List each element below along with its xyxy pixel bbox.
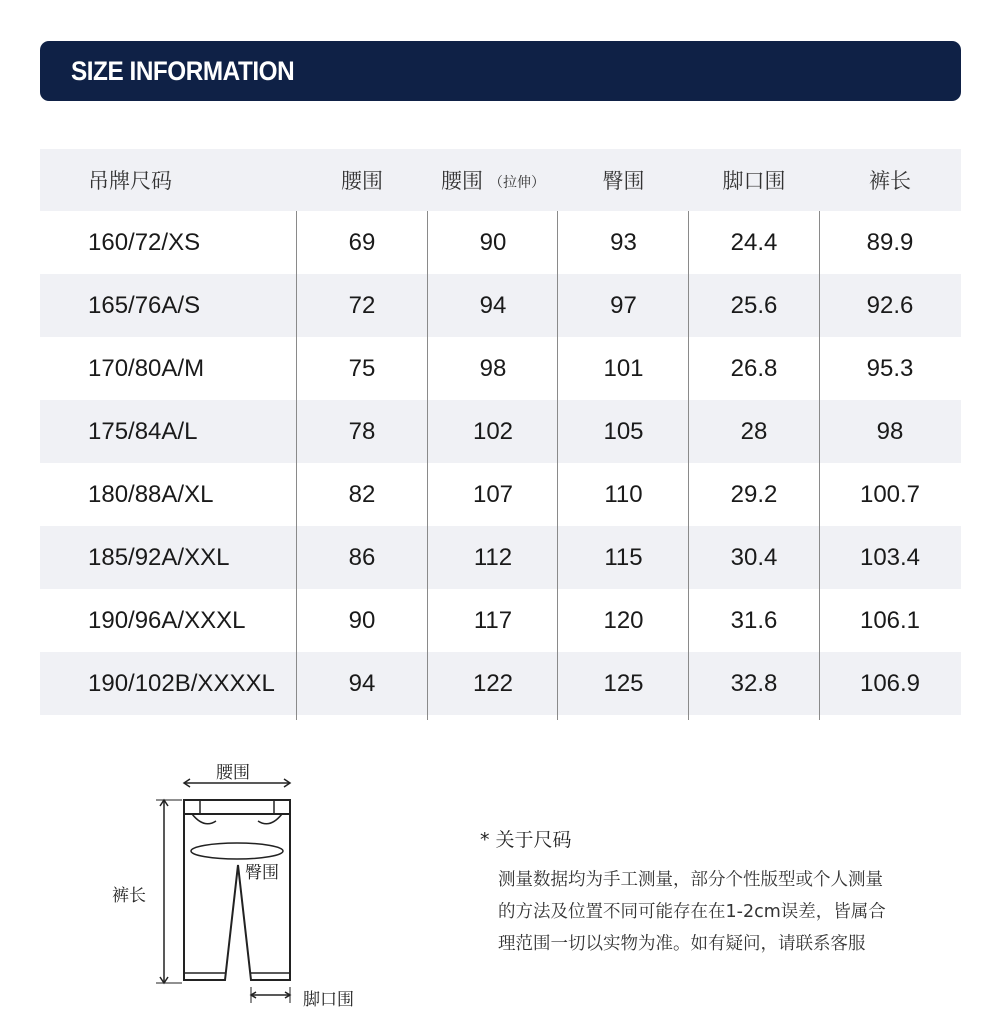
notes-line: 理范围一切以实物为准。如有疑问，请联系客服: [498, 934, 866, 954]
size-cell: 185/92A/XXL: [88, 543, 230, 571]
table-row: [40, 526, 961, 589]
waist-stretched-cell: 117: [473, 606, 513, 634]
waist-stretched-cell: 98: [479, 354, 507, 382]
table-row: [40, 337, 961, 400]
table-row: [40, 589, 961, 652]
size-cell: 190/102B/XXXXL: [88, 669, 275, 697]
hip-cell: 115: [604, 543, 643, 571]
header-waist: 腰围: [341, 169, 383, 193]
header-waist-stretched-label: 腰围: [441, 169, 483, 193]
waist-cell: 78: [348, 417, 376, 445]
length-cell: 98: [876, 417, 904, 445]
size-cell: 160/72/XS: [88, 228, 201, 256]
waist-stretched-cell: 122: [472, 669, 514, 697]
length-cell: 89.9: [866, 228, 914, 256]
diagram-hem-label: 脚口围: [303, 990, 354, 1010]
size-notes: [480, 825, 950, 960]
column-divider: [296, 211, 297, 720]
waist-stretched-cell: 112: [473, 543, 513, 571]
hem-cell: 24.4: [730, 228, 778, 256]
hip-cell: 93: [610, 228, 637, 256]
hem-cell: 31.6: [730, 606, 778, 634]
waist-cell: 82: [348, 480, 376, 508]
size-cell: 165/76A/S: [88, 291, 201, 319]
header-waist-stretched: [428, 149, 558, 211]
notes-line: 测量数据均为手工测量，部分个性版型或个人测量: [498, 870, 883, 890]
length-cell: 95.3: [866, 354, 914, 382]
header-stretch-note: （拉伸）: [489, 175, 545, 191]
length-cell: 103.4: [859, 543, 921, 571]
pants-measurement-diagram: [100, 755, 380, 1015]
waist-cell: 69: [348, 228, 376, 256]
size-cell: 170/80A/M: [88, 354, 205, 382]
hip-cell: 101: [603, 354, 644, 382]
hem-cell: 28: [740, 417, 768, 445]
waist-cell: 86: [348, 543, 376, 571]
hip-cell: 105: [603, 417, 644, 445]
diagram-waist-label: 腰围: [216, 763, 250, 783]
column-divider: [819, 211, 820, 720]
column-divider: [427, 211, 428, 720]
length-cell: 106.1: [859, 606, 921, 634]
size-cell: 175/84A/L: [88, 417, 198, 445]
waist-stretched-cell: 107: [472, 480, 514, 508]
size-info-banner: [40, 41, 961, 101]
length-cell: 100.7: [859, 480, 921, 508]
hip-cell: 97: [610, 291, 637, 319]
waist-cell: 72: [348, 291, 376, 319]
hem-cell: 32.8: [730, 669, 778, 697]
table-row: [40, 211, 961, 274]
banner-title: SIZE INFORMATION: [71, 56, 295, 86]
waist-stretched-cell: 102: [472, 417, 514, 445]
table-row: [40, 463, 961, 526]
size-cell: 190/96A/XXXL: [88, 606, 246, 634]
size-cell: 180/88A/XL: [88, 480, 214, 508]
hip-cell: 110: [604, 480, 643, 508]
hem-cell: 25.6: [730, 291, 778, 319]
table-row: [40, 400, 961, 463]
waist-cell: 75: [348, 354, 376, 382]
size-table: [40, 149, 961, 715]
length-cell: 106.9: [859, 669, 921, 697]
diagram-length-label: 裤长: [112, 886, 146, 906]
hip-cell: 120: [603, 606, 644, 634]
waist-stretched-cell: 90: [479, 228, 507, 256]
waist-cell: 90: [348, 606, 376, 634]
header-tag-size: 吊牌尺码: [88, 169, 172, 193]
hem-cell: 29.2: [730, 480, 778, 508]
header-length: 裤长: [869, 169, 911, 193]
table-row: [40, 652, 961, 715]
notes-line: 的方法及位置不同可能存在在1-2cm误差，皆属合: [498, 902, 886, 922]
waist-cell: 94: [348, 669, 376, 697]
header-hem: 脚口围: [722, 169, 786, 193]
hip-cell: 125: [603, 669, 644, 697]
hem-cell: 30.4: [730, 543, 778, 571]
diagram-hip-label: 臀围: [245, 863, 279, 883]
header-hip: 臀围: [602, 169, 645, 193]
length-cell: 92.6: [866, 291, 914, 319]
hem-cell: 26.8: [730, 354, 778, 382]
table-header-row: [40, 149, 961, 211]
column-divider: [557, 211, 558, 720]
column-divider: [688, 211, 689, 720]
waist-stretched-cell: 94: [479, 291, 507, 319]
table-row: [40, 274, 961, 337]
notes-title: * 关于尺码: [480, 829, 572, 851]
